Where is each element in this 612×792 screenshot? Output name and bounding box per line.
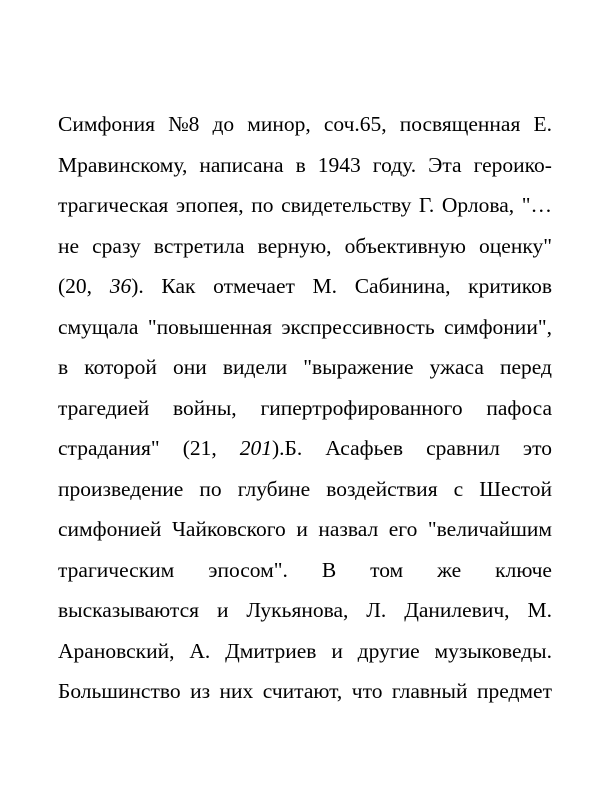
word: Шестой xyxy=(479,476,552,501)
word: предмет xyxy=(476,679,552,703)
word: М. xyxy=(312,274,338,298)
word: Лукьянова, xyxy=(246,598,349,622)
word: симфонии", xyxy=(443,314,552,339)
word: (21, xyxy=(182,436,217,460)
word: встретила xyxy=(153,233,245,258)
word: это xyxy=(522,436,552,460)
word: эпосом". xyxy=(208,557,288,582)
italic-page-number: 201 xyxy=(239,436,273,460)
text-line-14 xyxy=(58,631,552,672)
word: произведение xyxy=(58,476,184,501)
word: Большинство xyxy=(58,679,181,703)
word: них xyxy=(219,679,254,703)
word: главный xyxy=(391,679,468,703)
text-line-13 xyxy=(58,590,552,631)
word: назвал xyxy=(318,517,379,541)
word: В xyxy=(321,557,337,582)
word: видели xyxy=(222,355,288,379)
word: экспрессивность xyxy=(281,314,435,339)
word: Данилевич, xyxy=(404,598,510,622)
word: Эта xyxy=(428,152,462,177)
word: сравнил xyxy=(426,436,500,460)
word: смущала xyxy=(58,314,139,339)
word: "величайшим xyxy=(427,517,552,541)
word: Дмитриев xyxy=(225,638,317,663)
word: оценку" xyxy=(479,233,552,258)
word: до xyxy=(212,112,235,136)
word: отмечает xyxy=(213,274,295,298)
word: высказываются xyxy=(58,598,200,622)
italic-page-number: 36 xyxy=(109,274,132,298)
word: воздействия xyxy=(326,476,438,501)
word: в xyxy=(295,152,306,177)
word: глубине xyxy=(237,476,311,501)
word: перед xyxy=(499,355,552,379)
word: Л. xyxy=(366,598,387,622)
word: пафоса xyxy=(486,395,552,420)
word: (20, xyxy=(58,274,93,298)
word: №8 xyxy=(168,112,200,136)
text-line-1 xyxy=(58,104,552,145)
word: верную, xyxy=(257,233,332,258)
word: Орлова, xyxy=(441,193,515,217)
text-line-7 xyxy=(58,347,552,388)
word: музыковеды. xyxy=(434,638,552,663)
word: и xyxy=(296,517,308,541)
word: из xyxy=(190,679,211,703)
word: страдания" xyxy=(58,436,160,460)
word: трагическая xyxy=(58,193,169,217)
word: и xyxy=(331,638,343,663)
word: Е. xyxy=(533,112,552,136)
word: и xyxy=(216,598,229,622)
word: М. xyxy=(527,598,552,622)
body-paragraph xyxy=(58,104,552,712)
word: посвященная xyxy=(399,112,521,136)
word: гипертрофированного xyxy=(260,395,463,420)
word: написана xyxy=(199,152,284,177)
text-line-3 xyxy=(58,185,552,226)
word: Сабинина, xyxy=(354,274,451,298)
word: по xyxy=(199,476,222,501)
word: критиков xyxy=(468,274,552,298)
text-line-4 xyxy=(58,226,552,267)
word: ужаса xyxy=(429,355,484,379)
word: другие xyxy=(357,638,420,663)
word: с xyxy=(453,476,464,501)
word: соч.65, xyxy=(323,112,387,136)
text-line-6 xyxy=(58,307,552,348)
word: войны, xyxy=(173,395,237,420)
word: симфонией xyxy=(58,517,162,541)
word: "выражение xyxy=(303,355,414,379)
word: не xyxy=(58,233,80,258)
word: героико- xyxy=(473,152,552,177)
word: объективную xyxy=(344,233,466,258)
word: его xyxy=(388,517,418,541)
word: же xyxy=(437,557,462,582)
word: что xyxy=(351,679,383,703)
word: "… xyxy=(521,193,552,217)
word: сразу xyxy=(92,233,141,258)
word: по xyxy=(251,193,274,217)
word: в xyxy=(58,355,69,379)
word: ключе xyxy=(495,557,552,582)
text-line-11 xyxy=(58,509,552,550)
word: считают, xyxy=(262,679,343,703)
word: 36). xyxy=(109,274,144,298)
text-line-2 xyxy=(58,145,552,186)
text-line-9 xyxy=(58,428,552,469)
word: 201).Б. xyxy=(239,436,303,460)
word: они xyxy=(172,355,207,379)
word: Как xyxy=(161,274,196,298)
text-line-10 xyxy=(58,469,552,510)
text-line-8 xyxy=(58,388,552,429)
word: году. xyxy=(372,152,417,177)
word: 1943 xyxy=(317,152,361,177)
word: А. xyxy=(189,638,211,663)
word: Мравинскому, xyxy=(58,152,188,177)
word: свидетельству xyxy=(281,193,412,217)
word: Арановский, xyxy=(58,638,175,663)
word: "повышенная xyxy=(147,314,272,339)
word: Симфония xyxy=(58,112,156,136)
text-line-5 xyxy=(58,266,552,307)
word: Чайковского xyxy=(171,517,286,541)
word: минор, xyxy=(247,112,311,136)
word: том xyxy=(370,557,404,582)
word: эпопея, xyxy=(175,193,244,217)
word: Г. xyxy=(418,193,435,217)
word: трагическим xyxy=(58,557,175,582)
word: Асафьев xyxy=(325,436,404,460)
word: трагедией xyxy=(58,395,150,420)
text-line-15 xyxy=(58,671,552,712)
text-line-12 xyxy=(58,550,552,591)
word: которой xyxy=(84,355,157,379)
